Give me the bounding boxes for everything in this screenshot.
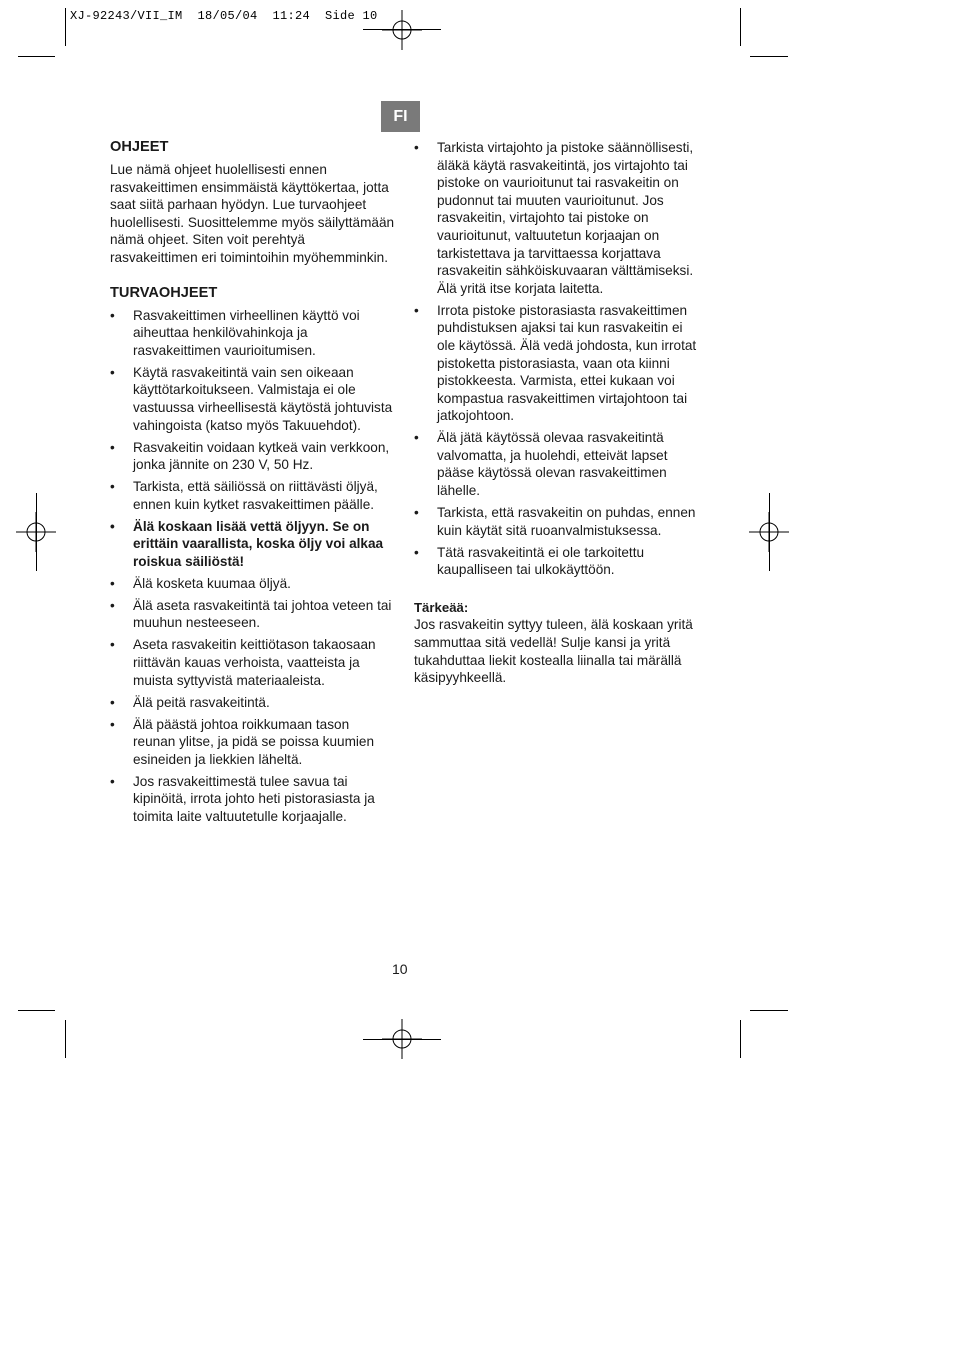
registration-mark-left	[16, 512, 56, 552]
language-badge: FI	[381, 101, 420, 132]
bullet-icon: •	[110, 364, 115, 380]
list-item	[110, 773, 395, 826]
list-item-text: Tätä rasvakeitintä ei ole tarkoitettu kaupalliseen tai ulkokäyttöön.	[437, 544, 645, 578]
bullet-icon: •	[414, 505, 419, 521]
list-item-text: Rasvakeitin voidaan kytkeä vain verkkoon, jonka jännite on 230 V, 50 Hz.	[133, 439, 390, 473]
safety-list-left	[110, 307, 395, 826]
bullet-icon: •	[110, 575, 115, 591]
bullet-icon: •	[110, 439, 115, 455]
bullet-icon: •	[414, 140, 419, 155]
bullet-icon: •	[110, 307, 115, 323]
important-note-text: Jos rasvakeitin syttyy tuleen, älä koskaan yritä sammuttaa sitä vedellä! Sulje kansi ja yritä tukahduttaa liekit kostealla liinalla tai märällä käsipyyhkeellä.	[414, 617, 693, 686]
left-column	[110, 139, 395, 830]
registration-mark-right	[749, 512, 789, 552]
intro-paragraph: Lue nämä ohjeet huolellisesti ennen rasvakeittimen ensimmäistä käyttökertaa, jotta saat siitä parhaan hyödyn. Lue turvaohjeet huolellisesti. Suosittelemme myös säilyttämään nämä ohjeet. Siten voit perehtyä rasvakeittimen eri toimintoihin myöhemminkin.	[110, 162, 395, 265]
list-item-text: Käytä rasvakeitintä vain sen oikeaan käyttötarkoitukseen. Valmistaja ei ole vastuussa virheellisestä käytöstä johtuvista vahingoista (katso myös Takuuehdot).	[133, 364, 393, 433]
list-item-text: Aseta rasvakeitin keittiötason takaosaan riittävän kauas verhoista, vaatteista ja muista syttyvistä materiaaleista.	[133, 637, 376, 688]
list-item	[110, 575, 395, 593]
bullet-icon: •	[414, 544, 419, 560]
list-item-text: Älä päästä johtoa roikkumaan tason reunan ylitse, ja pidä se poissa kuumien esineiden ja liekkien läheltä.	[133, 716, 375, 767]
bullet-icon: •	[110, 479, 115, 495]
registration-mark-bottom	[382, 1019, 422, 1059]
list-item	[110, 307, 395, 360]
section-heading-instructions: OHJEET	[110, 139, 169, 155]
bullet-icon: •	[110, 518, 115, 534]
list-item	[110, 694, 395, 712]
page-number: 10	[392, 961, 408, 977]
bullet-icon: •	[110, 694, 115, 710]
list-item-text: Jos rasvakeittimestä tulee savua tai kipinöitä, irrota johto heti pistorasiasta ja toimita laite valtuutetulle korjaajalle.	[133, 773, 375, 824]
list-item	[110, 597, 395, 632]
warning-list-item	[110, 518, 395, 571]
bullet-icon: •	[110, 716, 115, 732]
list-item-text: Älä kosketa kuumaa öljyä.	[133, 575, 291, 591]
list-item	[110, 364, 395, 434]
section-heading-safety: TURVAOHJEET	[110, 284, 218, 301]
list-item-text: Älä jätä käytössä olevaa rasvakeitintä valvomatta, ja huolehdi, etteivät lapset pääse käytössä olevan rasvakeittimen lähelle.	[437, 430, 668, 499]
list-item-text: Tarkista, että säiliössä on riittävästi öljyä, ennen kuin kytket rasvakeittimen päälle.	[133, 479, 378, 512]
right-column	[414, 139, 699, 687]
list-item	[110, 636, 395, 689]
list-item-text: Rasvakeittimen virheellinen käyttö voi aiheuttaa henkilövahinkoja ja rasvakeittimen vaurioitumisen.	[133, 307, 360, 358]
list-item-text: Tarkista, että rasvakeitin on puhdas, ennen kuin käytät sitä ruoanvalmistuksessa.	[437, 505, 696, 538]
important-note-heading: Tärkeää:	[414, 599, 469, 615]
bullet-icon: •	[110, 773, 115, 789]
list-item-text: Tarkista virtajohto ja pistoke säännöllisesti, äläkä käytä rasvakeitintä, jos virtajohto tai pistoke on vaurioitunut tai rasvakeitin on pudonnut tai muuten vaurioitunut. Jos rasvakeitin, virtajohto tai pistoke on vaurioitunut, valtuutetun korjaajan on tarkistettava ja tarvittaessa korjattava rasvakeitin sähköiskuvaaran välttämiseksi. Älä yritä itse korjata laitetta.	[437, 140, 694, 296]
bullet-icon: •	[414, 430, 419, 446]
list-item-text: Älä aseta rasvakeitintä tai johtoa veteen tai muuhun nesteeseen.	[133, 597, 392, 631]
list-item	[414, 139, 699, 297]
list-item	[414, 544, 699, 579]
list-item-text: Irrota pistoke pistorasiasta rasvakeittimen puhdistuksen ajaksi tai kun rasvakeitin ei ole käytössä. Älä vedä johdosta, kun irrotat pistoketta pistorasiasta, vaan ota kiinni pistokkeesta. Varmista, ettei kukaan voi kompastua rasvakeittimen virtajohtoon tai jatkojohtoon.	[437, 302, 697, 424]
safety-list-right	[414, 139, 699, 579]
list-item	[110, 478, 395, 513]
bullet-icon: •	[110, 637, 115, 653]
list-item	[414, 504, 699, 539]
registration-mark-top	[382, 10, 422, 50]
bullet-icon: •	[110, 597, 115, 613]
printer-slug: XJ-92243/VII_IM 18/05/04 11:24 Side 10	[70, 9, 378, 23]
list-item-text: Älä peitä rasvakeitintä.	[133, 694, 270, 710]
bullet-icon: •	[414, 302, 419, 318]
list-item	[414, 429, 699, 499]
list-item	[414, 302, 699, 425]
list-item	[110, 716, 395, 769]
list-item	[110, 439, 395, 474]
list-item-text: Älä koskaan lisää vettä öljyyn. Se on erittäin vaarallista, koska öljy voi alkaa roiskua säiliöstä!	[133, 518, 384, 569]
